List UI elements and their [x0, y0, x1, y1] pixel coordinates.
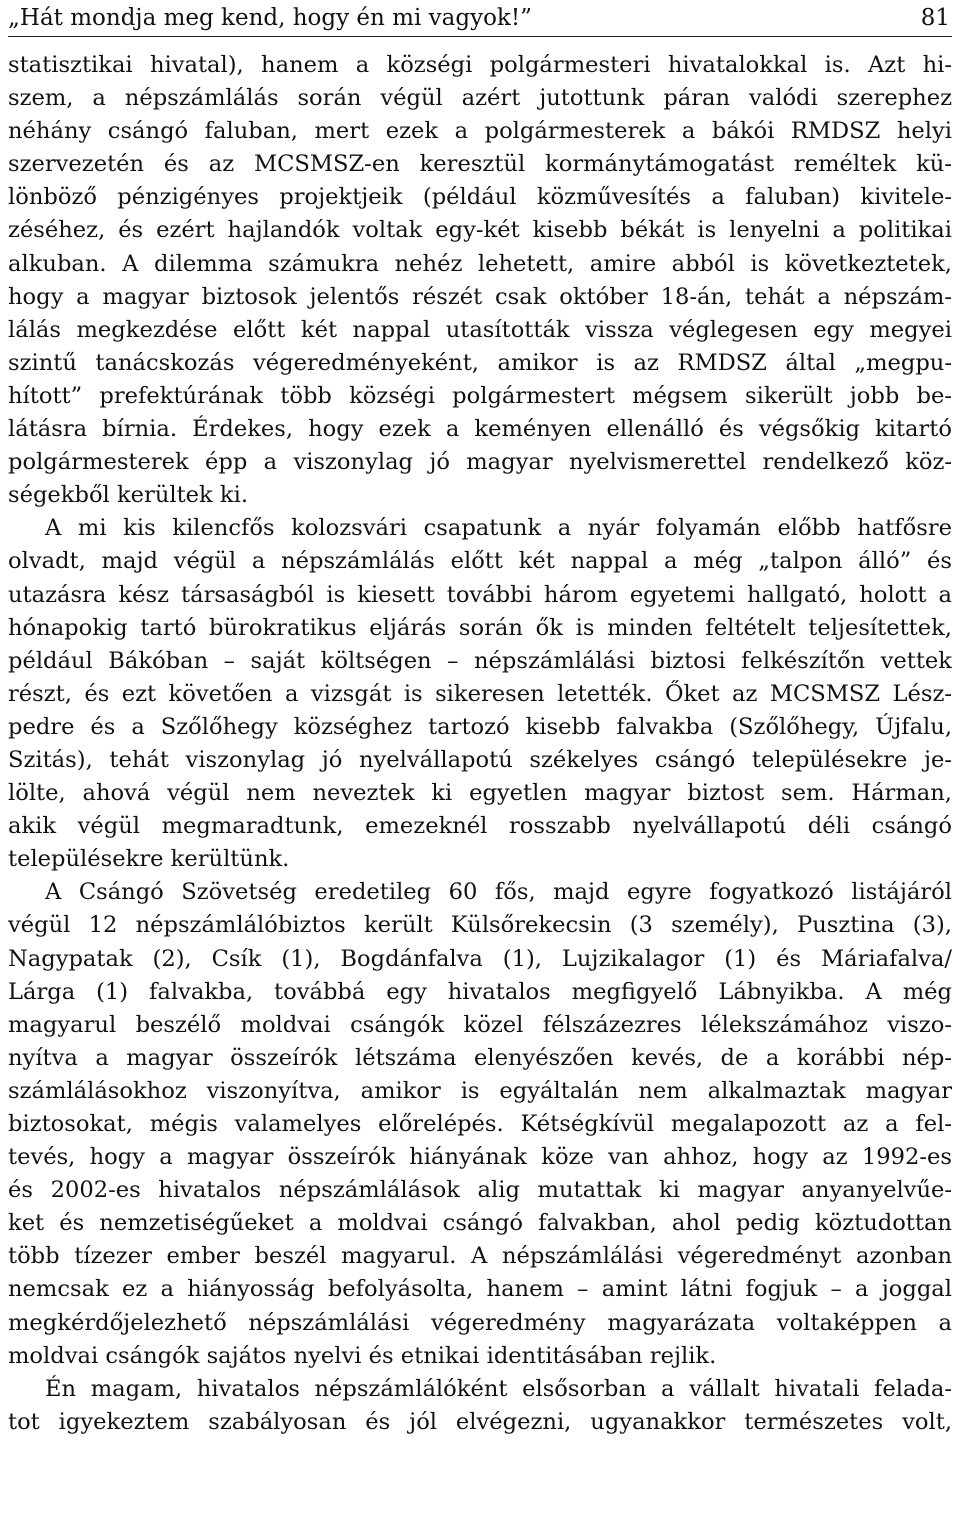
page-number: 81 — [920, 5, 950, 31]
text-line: ségekből kerültek ki. — [8, 482, 249, 509]
paragraph — [8, 49, 952, 512]
text-line: lönböző pénzigényes projektjeik (például közművesítés a faluban) kivitele- — [8, 184, 952, 211]
book-page — [8, 0, 952, 1521]
text-line: Én magam, hivatalos népszámlálóként elsősorban a vállalt hivatali felada- — [45, 1375, 952, 1402]
text-line: Lárga (1) falvakba, továbbá egy hivatalos megfigyelő Lábnyikba. A még — [8, 978, 952, 1005]
text-line: látásra bírnia. Érdekes, hogy ezek a keményen ellenálló és végsőkig kitartó — [8, 416, 952, 443]
text-line: szervezetén és az MCSMSZ-en keresztül kormánytámogatást reméltek kü- — [8, 151, 952, 178]
text-line: A Csángó Szövetség eredetileg 60 fős, majd egyre fogyatkozó listájáról — [45, 879, 952, 906]
text-line: és 2002-es hivatalos népszámlálások alig mutattak ki magyar anyanyelvűe- — [8, 1177, 952, 1204]
text-line: hított” prefektúrának több községi polgármestert mégsem sikerült jobb be- — [8, 382, 952, 409]
text-line: hogy a magyar biztosok jelentős részét csak október 18-án, tehát a népszám- — [8, 283, 952, 310]
text-line: ket és nemzetiségűeket a moldvai csángó falvakban, ahol pedig köztudottan — [8, 1210, 952, 1237]
text-line: alkuban. A dilemma számukra nehéz lehetett, amire abból is következtetek, — [8, 250, 952, 277]
text-line: hónapokig tartó bürokratikus eljárás során ők is minden feltételt teljesítettek, — [8, 614, 952, 641]
text-line: moldvai csángók sajátos nyelvi és etnikai identitásában rejlik. — [8, 1342, 717, 1369]
text-line: például Bákóban – saját költségen – népszámlálási biztosi felkészítőn vettek — [8, 647, 952, 674]
text-line: Nagypatak (2), Csík (1), Bogdánfalva (1), Lujzikalagor (1) és Máriafalva/ — [8, 945, 952, 972]
paragraph — [8, 1373, 952, 1439]
running-title: „Hát mondja meg kend, hogy én mi vagyok!” — [8, 5, 532, 31]
text-line: több tízezer ember beszél magyarul. A népszámlálási végeredményt azonban — [8, 1243, 952, 1270]
text-line: pedre és a Szőlőhegy községhez tartozó kisebb falvakba (Szőlőhegy, Újfalu, — [8, 713, 952, 740]
paragraph — [8, 876, 952, 1372]
text-line: számlálásokhoz viszonyítva, amikor is egyáltalán nem alkalmaztak magyar — [8, 1077, 952, 1104]
text-line: lálás megkezdése előtt két nappal utasították vissza véglegesen egy megyei — [8, 316, 952, 343]
text-line: polgármesterek épp a viszonylag jó magyar nyelvismerettel rendelkező köz- — [8, 449, 952, 476]
text-line: tevés, hogy a magyar összeírók hiányának köze van ahhoz, hogy az 1992-es — [8, 1144, 952, 1171]
text-line: biztosokat, mégis valamelyes előrelépés. Kétségkívül megalapozott az a fel- — [8, 1111, 952, 1137]
text-line: statisztikai hivatal), hanem a községi polgármesteri hivatalokkal is. Azt hi- — [8, 52, 952, 78]
text-line: akik végül megmaradtunk, emezeknél rosszabb nyelvállapotú déli csángó — [8, 813, 952, 840]
body-text — [8, 49, 952, 1439]
paragraph — [8, 512, 952, 876]
text-line: részt, és ezt követően a vizsgát is sikeresen letették. Őket az MCSMSZ Lész- — [8, 680, 952, 707]
text-line: Szitás), tehát viszonylag jó nyelvállapotú székelyes csángó településekre je- — [8, 746, 952, 773]
text-line: megkérdőjelezhető népszámlálási végeredmény magyarázata voltaképpen a — [8, 1309, 952, 1336]
text-line: végül 12 népszámlálóbiztos került Külsőrekecsin (3 személy), Pusztina (3), — [8, 912, 952, 939]
text-line: zéséhez, és ezért hajlandók voltak egy-két kisebb békát is lenyelni a politikai — [8, 217, 952, 244]
text-line: olvadt, majd végül a népszámlálás előtt két nappal a még „talpon álló” és — [8, 548, 952, 575]
text-line: magyarul beszélő moldvai csángók közel félszázezres lélekszámához viszo- — [8, 1011, 952, 1038]
text-line: nyítva a magyar összeírók létszáma elenyészően kevés, de a korábbi nép- — [8, 1044, 952, 1071]
text-line: néhány csángó faluban, mert ezek a polgármesterek a bákói RMDSZ helyi — [8, 118, 952, 145]
text-line: lölte, ahová végül nem neveztek ki egyetlen magyar biztost sem. Hárman, — [8, 780, 952, 807]
text-line: településekre kerültünk. — [8, 846, 290, 873]
text-line: szem, a népszámlálás során végül azért jutottunk páran valódi szerephez — [8, 85, 952, 112]
text-line: utazásra kész társaságból is kiesett további három egyetemi hallgató, holott a — [8, 581, 952, 608]
text-line: A mi kis kilencfős kolozsvári csapatunk a nyár folyamán előbb hatfősre — [45, 515, 952, 542]
text-line: szintű tanácskozás végeredményeként, amikor is az RMDSZ által „megpu- — [8, 349, 952, 376]
running-header — [8, 0, 952, 37]
text-line: tot igyekeztem szabályosan és jól elvégezni, ugyanakkor természetes volt, — [8, 1408, 952, 1435]
text-line: nemcsak ez a hiányosság befolyásolta, hanem – amint látni fogjuk – a joggal — [8, 1276, 952, 1303]
